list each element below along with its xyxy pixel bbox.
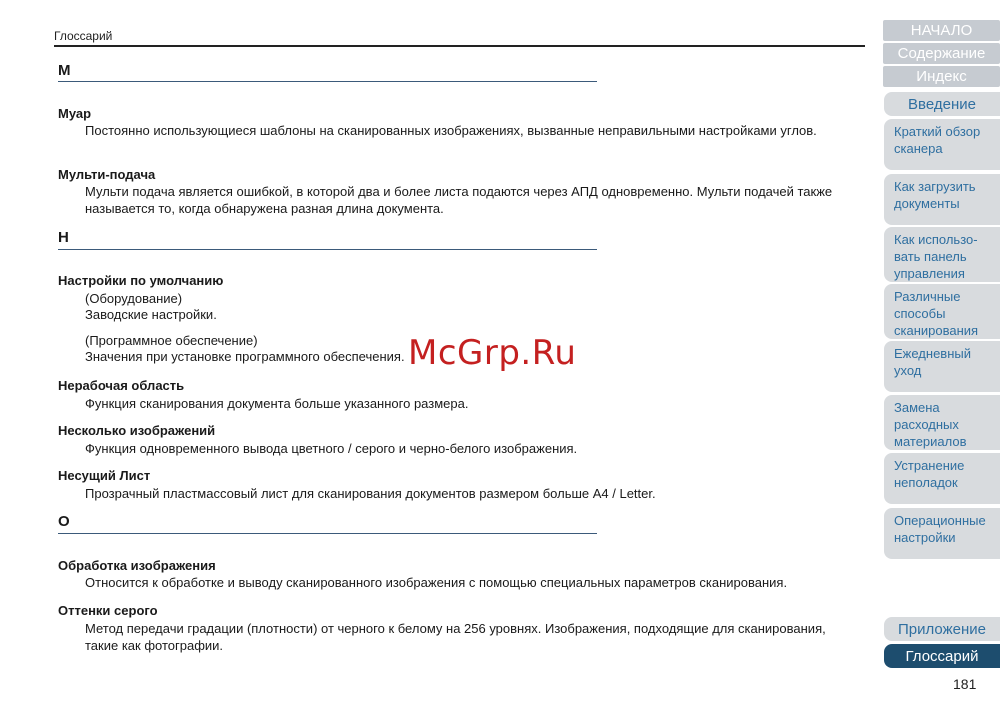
definition-carrier-sheet: Прозрачный пластмассовый лист для сканирования документов размером больше A4 / Letter. [85, 486, 656, 501]
nav-index-button[interactable]: Индекс [883, 66, 1000, 87]
section-rule [58, 81, 597, 82]
definition-grayscale: Метод передачи градации (плотности) от черного к белому на 256 уровнях. Изображения, подходящие для сканирования, такие как фотографии. [85, 621, 826, 653]
term-multi-feed: Мульти-подача [58, 167, 156, 182]
section-rule [58, 533, 597, 534]
term-multi-image: Несколько изображений [58, 423, 216, 438]
term-default-settings: Настройки по умолчанию [58, 273, 224, 288]
term-muar: Муар [58, 106, 92, 121]
term-non-working-area: Нерабочая область [58, 378, 185, 393]
definition-image-processing: Относится к обработке и выводу сканированного изображения с помощью специальных параметров сканирования. [85, 575, 788, 590]
definition-software-label: (Программное обеспечение) [85, 333, 258, 348]
section-letter-m: М [58, 62, 71, 79]
header-rule [54, 45, 865, 47]
tab-troubleshooting[interactable]: Устранение неполадок [884, 453, 1000, 504]
definition-hardware-label: (Оборудование) [85, 291, 183, 306]
nav-contents-button[interactable]: Содержание [883, 43, 1000, 64]
section-letter-o: О [58, 513, 70, 530]
section-letter-n: Н [58, 229, 69, 246]
tab-daily-care[interactable]: Ежедневный уход [884, 341, 1000, 392]
definition-non-working-area: Функция сканирования документа больше указанного размера. [85, 396, 469, 411]
definition-software-text: Значения при установке программного обеспечения. [85, 349, 405, 364]
section-rule [58, 249, 597, 250]
watermark: McGrp.Ru [408, 333, 577, 373]
term-carrier-sheet: Несущий Лист [58, 468, 151, 483]
term-image-processing: Обработка изображения [58, 558, 216, 573]
term-grayscale: Оттенки серого [58, 603, 158, 618]
tab-introduction[interactable]: Введение [884, 92, 1000, 116]
header-title: Глоссарий [54, 29, 113, 43]
definition-hardware-text: Заводские настройки. [85, 307, 217, 322]
tab-scanner-overview[interactable]: Краткий обзор сканера [884, 119, 1000, 170]
definition-multi-feed: Мульти подача является ошибкой, в которой два и более листа подаются через АПД одновременно. Мульти подачей также называется то, когда обнаружена разная длина документа. [85, 184, 833, 216]
tab-scanning-methods[interactable]: Различные способы сканирования [884, 284, 1000, 339]
tab-operational-settings[interactable]: Операционные настройки [884, 508, 1000, 559]
tab-appendix[interactable]: Приложение [884, 617, 1000, 641]
nav-start-button[interactable]: НАЧАЛО [883, 20, 1000, 41]
tab-operator-panel[interactable]: Как использо-вать панель управления [884, 227, 1000, 282]
definition-muar: Постоянно использующиеся шаблоны на сканированных изображениях, вызванные неправильными настройками углов. [85, 123, 817, 138]
tab-glossary[interactable]: Глоссарий [884, 644, 1000, 668]
tab-load-documents[interactable]: Как загрузить документы [884, 174, 1000, 225]
definition-multi-image: Функция одновременного вывода цветного / серого и черно-белого изображения. [85, 441, 578, 456]
page-number: 181 [953, 676, 977, 692]
tab-replace-consumables[interactable]: Замена расходных материалов [884, 395, 1000, 450]
